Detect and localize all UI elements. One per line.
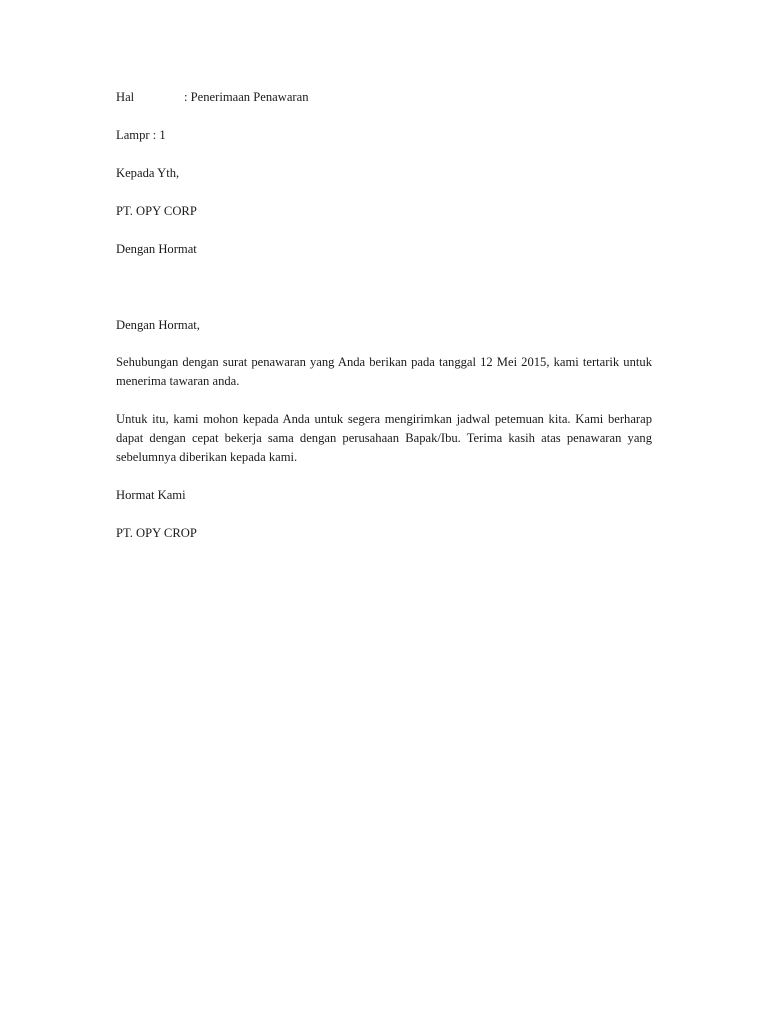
body-paragraph-2: Untuk itu, kami mohon kepada Anda untuk segera mengirimkan jadwal petemuan kita. Kami berharap dapat dengan cepat bekerja sama dengan perusahaan Bapak/Ibu. Terima kasih atas penawaran yang sebelumnya diberikan kepada kami. <box>116 412 652 464</box>
closing-line: Hormat Kami <box>116 488 186 502</box>
recipient-line: PT. OPY CORP <box>116 204 197 218</box>
attachment-line: Lampr : 1 <box>116 128 166 142</box>
subject-label: Hal <box>116 90 135 104</box>
salutation-first: Dengan Hormat <box>116 242 197 256</box>
subject-value: : Penerimaan Penawaran <box>184 90 309 104</box>
to-line: Kepada Yth, <box>116 166 180 180</box>
signature-line: PT. OPY CROP <box>116 526 197 540</box>
salutation-second: Dengan Hormat, <box>116 318 200 332</box>
body-paragraph-1: Sehubungan dengan surat penawaran yang Anda berikan pada tanggal 12 Mei 2015, kami tertarik untuk menerima tawaran anda. <box>116 355 652 388</box>
